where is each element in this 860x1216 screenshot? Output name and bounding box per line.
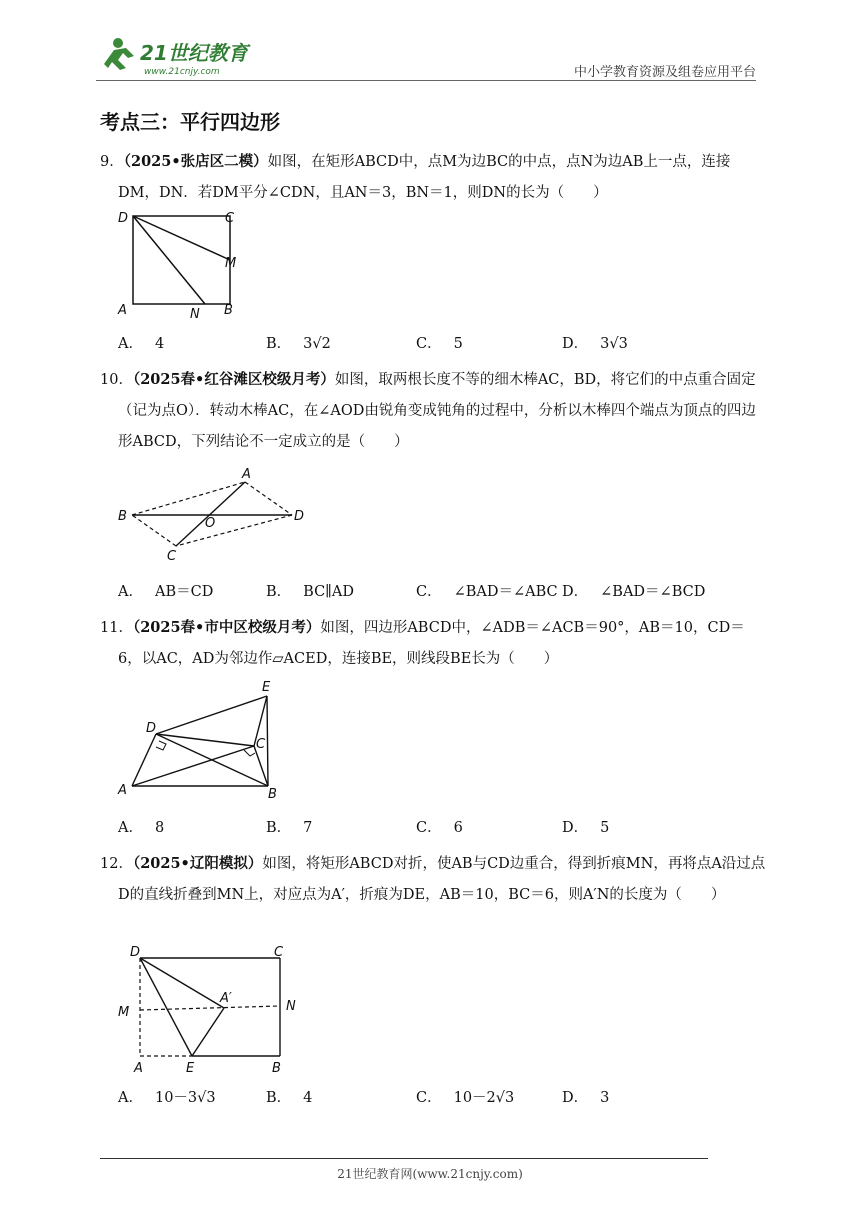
label-C: C [256, 737, 266, 752]
option-b: B． 4 [266, 1090, 313, 1106]
question-12 [100, 848, 766, 911]
option-c: C． ∠BAD＝∠ABC [416, 584, 558, 600]
question-source: （2025春•市中区校级月考） [132, 619, 321, 636]
option-a: A． 10－3√3 [118, 1090, 216, 1106]
label-E: E [262, 680, 271, 695]
header-platform-text: 中小学教育资源及组卷应用平台 [573, 65, 756, 80]
label-E: E [186, 1061, 195, 1076]
option-c: C． 6 [416, 820, 463, 836]
section-title: 考点三：平行四边形 [100, 110, 280, 134]
label-D: D [130, 945, 141, 960]
header-divider [96, 80, 756, 81]
question-number: 9． [100, 154, 124, 170]
question-number: 11． [100, 620, 133, 636]
question-number: 12． [100, 856, 133, 872]
runner-icon [104, 38, 134, 70]
label-D: D [118, 211, 129, 226]
label-M: M [225, 256, 237, 271]
question-text: 如图，将矩形ABCD对折，使AB与CD边重合，得到折痕MN，再将点A沿过点D的直线折叠到MN上，对应点为A′，折痕为DE，AB＝10，BC＝6，则A′N的长度为（ ） [118, 856, 766, 903]
label-A-prime: A′ [220, 991, 232, 1006]
question-source: （2025•张店区二模） [123, 153, 268, 170]
option-c: C． 10－2√3 [416, 1090, 515, 1106]
option-d: D． 5 [562, 820, 610, 836]
label-B: B [118, 509, 127, 524]
options-question-11 [118, 816, 758, 840]
question-11 [100, 612, 766, 675]
question-10 [100, 364, 766, 458]
label-C: C [274, 945, 284, 960]
figure-question-10 [112, 464, 312, 564]
label-D: D [146, 721, 157, 736]
option-a: A． 8 [118, 820, 165, 836]
options-question-10 [118, 580, 758, 604]
label-D: D [294, 509, 305, 524]
label-C: C [167, 549, 177, 564]
figure-question-9 [110, 206, 250, 322]
option-d: D． 3√3 [562, 336, 628, 352]
label-N: N [286, 999, 296, 1014]
footer-link-text[interactable]: 21世纪教育网(www.21cnjy.com) [337, 1167, 523, 1181]
option-b: B． 7 [266, 820, 313, 836]
question-text: 如图，四边形ABCD中，∠ADB＝∠ACB＝90°，AB＝10，CD＝6，以AC，AD为邻边作▱ACED，连接BE，则线段BE长为（ ） [118, 620, 745, 667]
logo-url-text: www.21cnjy.com [144, 67, 220, 77]
option-a: A． 4 [118, 336, 165, 352]
label-N: N [190, 307, 200, 322]
logo-main-text: 21世纪教育 [140, 41, 248, 65]
question-9 [100, 146, 766, 209]
option-d: D． 3 [562, 1090, 610, 1106]
option-d: D． ∠BAD＝∠BCD [562, 584, 706, 600]
label-B: B [272, 1061, 281, 1076]
label-A: A [134, 1061, 143, 1076]
option-b: B． 3√2 [266, 336, 331, 352]
options-question-12 [118, 1086, 758, 1110]
question-number: 10． [100, 372, 133, 388]
label-B: B [268, 787, 277, 802]
site-logo [96, 34, 266, 78]
figure-question-11 [112, 676, 292, 804]
footer-divider [100, 1158, 708, 1159]
figure-question-12 [112, 940, 312, 1078]
label-M: M [118, 1005, 130, 1020]
option-a: A． AB＝CD [118, 584, 214, 600]
label-A: A [118, 303, 127, 318]
label-A: A [242, 467, 251, 482]
label-O: O [205, 516, 216, 531]
option-b: B． BC∥AD [266, 584, 354, 600]
question-source: （2025春•红谷滩区校级月考） [132, 371, 335, 388]
label-C: C [225, 211, 235, 226]
options-question-9 [118, 332, 758, 356]
question-source: （2025•辽阳模拟） [132, 855, 263, 872]
label-A: A [118, 783, 127, 798]
question-text: 如图，在矩形ABCD中，点M为边BC的中点，点N为边AB上一点，连接DM，DN．若DM平分∠CDN，且AN＝3，BN＝1，则DN的长为（ ） [118, 154, 731, 201]
label-B: B [224, 303, 233, 318]
option-c: C． 5 [416, 336, 463, 352]
question-text: 如图，取两根长度不等的细木棒AC，BD，将它们的中点重合固定（记为点O）．转动木棒AC，在∠AOD由锐角变成钝角的过程中，分析以木棒四个端点为顶点的四边形ABCD，下列结论不一定成立的是（ ） [118, 372, 756, 450]
